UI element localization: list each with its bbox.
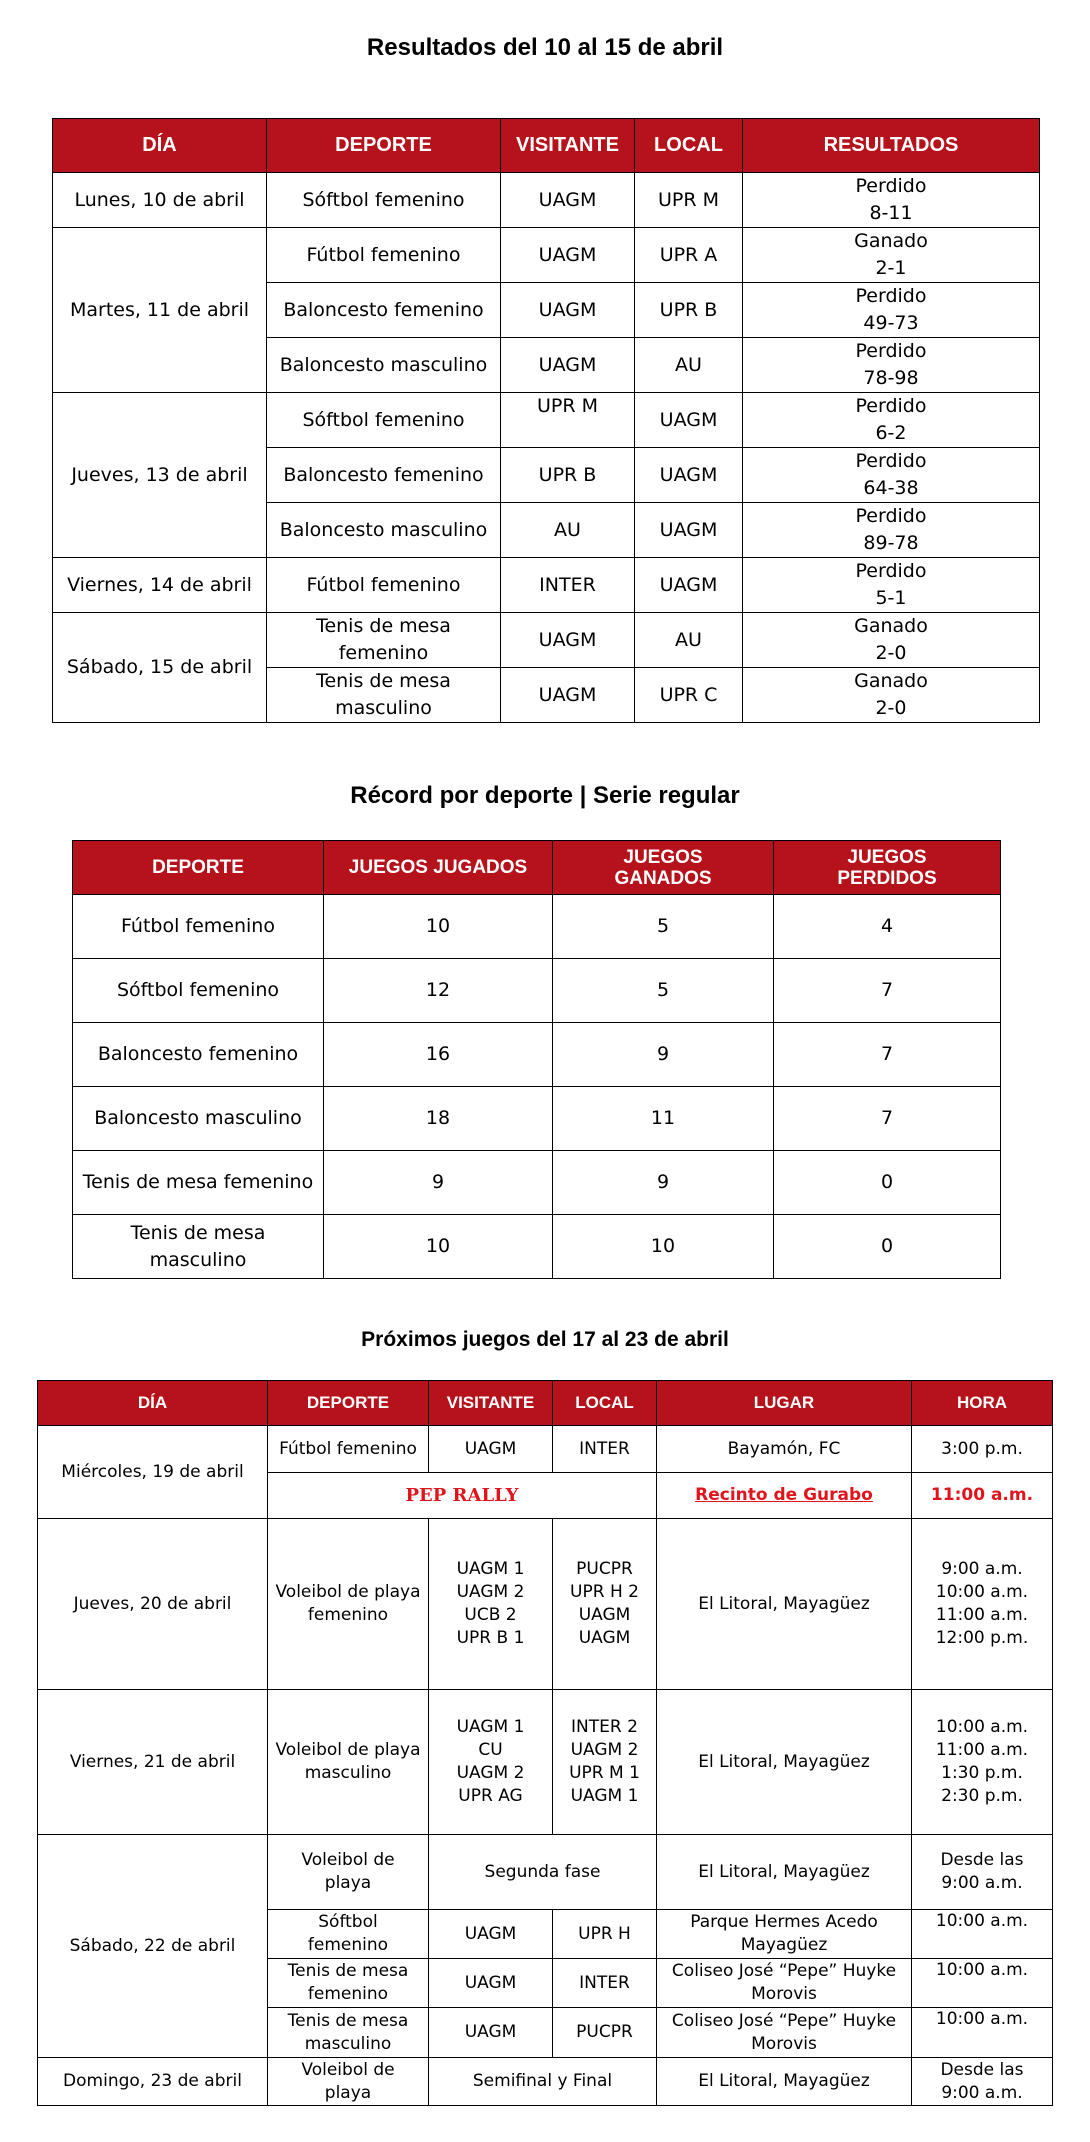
header-results: RESULTADOS [743,119,1040,173]
table-row [73,959,1001,1023]
lost-cell: 4 [774,895,1001,959]
pep-rally-time: 11:00 a.m. [930,1485,1034,1505]
header-local: LOCAL [553,1381,657,1426]
table-row [38,1426,1053,1473]
sport-cell: Baloncesto masculino [73,1087,324,1151]
day-cell: Miércoles, 19 de abril [38,1426,268,1519]
lost-cell: 7 [774,1023,1001,1087]
time-cell: 3:00 p.m. [912,1426,1053,1473]
table-row [53,393,1040,448]
time-cell: Desde las 9:00 a.m. [912,1835,1053,1910]
table-row [53,173,1040,228]
local-cell: UAGM [635,558,743,613]
table-row [53,558,1040,613]
local-cell: UAGM [635,393,743,448]
header-visitor: VISITANTE [429,1381,553,1426]
local-cell: UPR B [635,283,743,338]
won-cell: 9 [553,1151,774,1215]
header-played: JUEGOS JUGADOS [324,841,553,895]
header-sport: DEPORTE [73,841,324,895]
table-row [38,1690,1053,1835]
local-cell: UAGM [635,503,743,558]
result-cell: Perdido 5-1 [743,558,1040,613]
results-title: Resultados del 10 al 15 de abril [366,34,724,61]
local-cell: AU [635,613,743,668]
table-row [73,895,1001,959]
matchup-cell: Segunda fase [429,1835,657,1910]
won-cell: 5 [553,895,774,959]
result-cell: Ganado 2-0 [743,613,1040,668]
place-cell [657,1473,912,1519]
day-cell: Jueves, 13 de abril [53,393,267,558]
header-sport: DEPORTE [267,119,501,173]
local-cell: AU [635,338,743,393]
result-cell: Perdido 89-78 [743,503,1040,558]
table-row [73,1023,1001,1087]
table-row [38,1519,1053,1690]
visitor-cell: UAGM [501,283,635,338]
result-cell: Perdido 64-38 [743,448,1040,503]
result-cell: Perdido 6-2 [743,393,1040,448]
played-cell: 10 [324,895,553,959]
table-row [38,1835,1053,1910]
lost-cell: 7 [774,959,1001,1023]
table-row [53,613,1040,668]
header-day: DÍA [38,1381,268,1426]
pep-rally-cell [268,1473,657,1519]
played-cell: 9 [324,1151,553,1215]
won-cell: 9 [553,1023,774,1087]
local-cell: UPR H [553,1910,657,1959]
result-cell: Ganado 2-0 [743,668,1040,723]
day-cell: Viernes, 14 de abril [53,558,267,613]
local-cell: PUCPR UPR H 2 UAGM UAGM [553,1519,657,1690]
sport-cell: Sóftbol femenino [267,393,501,448]
pep-rally-label: PEP RALLY [405,1484,519,1506]
time-cell: 10:00 a.m. 11:00 a.m. 1:30 p.m. 2:30 p.m. [912,1690,1053,1835]
visitor-cell: UAGM [501,173,635,228]
day-cell: Sábado, 22 de abril [38,1835,268,2058]
record-title: Récord por deporte | Serie regular [350,782,740,809]
place-cell: Bayamón, FC [657,1426,912,1473]
upcoming-table [37,1380,1053,2106]
header-day: DÍA [53,119,267,173]
day-cell: Lunes, 10 de abril [53,173,267,228]
header-time: HORA [912,1381,1053,1426]
visitor-cell: UPR M [501,393,635,448]
place-cell: Coliseo José “Pepe” Huyke Morovis [657,1959,912,2008]
sport-cell: Tenis de mesa masculino [267,668,501,723]
results-header-row [53,119,1040,173]
place-cell: El Litoral, Mayagüez [657,2058,912,2106]
visitor-cell: UAGM 1 UAGM 2 UCB 2 UPR B 1 [429,1519,553,1690]
result-cell: Perdido 8-11 [743,173,1040,228]
local-cell: INTER [553,1426,657,1473]
played-cell: 10 [324,1215,553,1279]
visitor-cell: UAGM [501,668,635,723]
header-local: LOCAL [635,119,743,173]
sport-cell: Voleibol de playa masculino [268,1690,429,1835]
header-place: LUGAR [657,1381,912,1426]
sport-cell: Sóftbol femenino [268,1910,429,1959]
sport-cell: Tenis de mesa masculino [268,2008,429,2058]
place-cell: El Litoral, Mayagüez [657,1519,912,1690]
sport-cell: Voleibol de playa [268,2058,429,2106]
place-cell: Coliseo José “Pepe” Huyke Morovis [657,2008,912,2058]
time-cell: 10:00 a.m. [912,1959,1053,2008]
time-cell [912,1473,1053,1519]
result-cell: Perdido 78-98 [743,338,1040,393]
sport-cell: Tenis de mesa femenino [267,613,501,668]
local-cell: PUCPR [553,2008,657,2058]
local-cell: INTER [553,1959,657,2008]
local-cell: UPR A [635,228,743,283]
won-cell: 5 [553,959,774,1023]
header-visitor: VISITANTE [501,119,635,173]
result-cell: Ganado 2-1 [743,228,1040,283]
time-cell: 9:00 a.m. 10:00 a.m. 11:00 a.m. 12:00 p.m. [912,1519,1053,1690]
sport-cell: Fútbol femenino [73,895,324,959]
sport-cell: Fútbol femenino [267,558,501,613]
table-row [73,1215,1001,1279]
lost-cell: 7 [774,1087,1001,1151]
sport-cell: Sóftbol femenino [73,959,324,1023]
visitor-cell: UAGM [501,613,635,668]
table-row [73,1151,1001,1215]
header-won: JUEGOS GANADOS [553,841,774,895]
matchup-cell: Semifinal y Final [429,2058,657,2106]
table-row [73,1087,1001,1151]
sport-cell: Tenis de mesa masculino [73,1215,324,1279]
sport-cell: Tenis de mesa femenino [268,1959,429,2008]
time-cell: 10:00 a.m. [912,2008,1053,2058]
lost-cell: 0 [774,1215,1001,1279]
played-cell: 18 [324,1087,553,1151]
visitor-cell: AU [501,503,635,558]
sport-cell: Baloncesto masculino [267,338,501,393]
day-cell: Domingo, 23 de abril [38,2058,268,2106]
visitor-cell: UAGM [429,2008,553,2058]
visitor-cell: UAGM [429,1910,553,1959]
visitor-cell: UAGM [501,338,635,393]
sport-cell: Voleibol de playa [268,1835,429,1910]
place-cell: Parque Hermes Acedo Mayagüez [657,1910,912,1959]
local-cell: UPR M [635,173,743,228]
results-table [52,118,1040,723]
played-cell: 16 [324,1023,553,1087]
upcoming-title: Próximos juegos del 17 al 23 de abril [361,1328,729,1351]
local-cell: UAGM [635,448,743,503]
sport-cell: Fútbol femenino [268,1426,429,1473]
visitor-cell: UAGM [429,1959,553,2008]
sport-cell: Tenis de mesa femenino [73,1151,324,1215]
header-lost: JUEGOS PERDIDOS [774,841,1001,895]
visitor-cell: UPR B [501,448,635,503]
sport-cell: Voleibol de playa femenino [268,1519,429,1690]
visitor-cell: INTER [501,558,635,613]
sport-cell: Baloncesto femenino [73,1023,324,1087]
sport-cell: Baloncesto femenino [267,448,501,503]
visitor-cell: UAGM [501,228,635,283]
local-cell: UPR C [635,668,743,723]
place-cell: El Litoral, Mayagüez [657,1690,912,1835]
day-cell: Jueves, 20 de abril [38,1519,268,1690]
sport-cell: Baloncesto masculino [267,503,501,558]
header-sport: DEPORTE [268,1381,429,1426]
played-cell: 12 [324,959,553,1023]
result-cell: Perdido 49-73 [743,283,1040,338]
record-header-row [73,841,1001,895]
time-cell: Desde las 9:00 a.m. [912,2058,1053,2106]
won-cell: 11 [553,1087,774,1151]
visitor-cell: UAGM [429,1426,553,1473]
time-cell: 10:00 a.m. [912,1910,1053,1959]
sport-cell: Baloncesto femenino [267,283,501,338]
day-cell: Viernes, 21 de abril [38,1690,268,1835]
sport-cell: Fútbol femenino [267,228,501,283]
day-cell: Martes, 11 de abril [53,228,267,393]
day-cell: Sábado, 15 de abril [53,613,267,723]
visitor-cell: UAGM 1 CU UAGM 2 UPR AG [429,1690,553,1835]
table-row [53,228,1040,283]
sport-cell: Sóftbol femenino [267,173,501,228]
place-cell: El Litoral, Mayagüez [657,1835,912,1910]
lost-cell: 0 [774,1151,1001,1215]
upcoming-header-row [38,1381,1053,1426]
local-cell: INTER 2 UAGM 2 UPR M 1 UAGM 1 [553,1690,657,1835]
won-cell: 10 [553,1215,774,1279]
table-row [38,2058,1053,2106]
record-table [72,840,1001,1279]
pep-rally-place: Recinto de Gurabo [695,1485,873,1505]
